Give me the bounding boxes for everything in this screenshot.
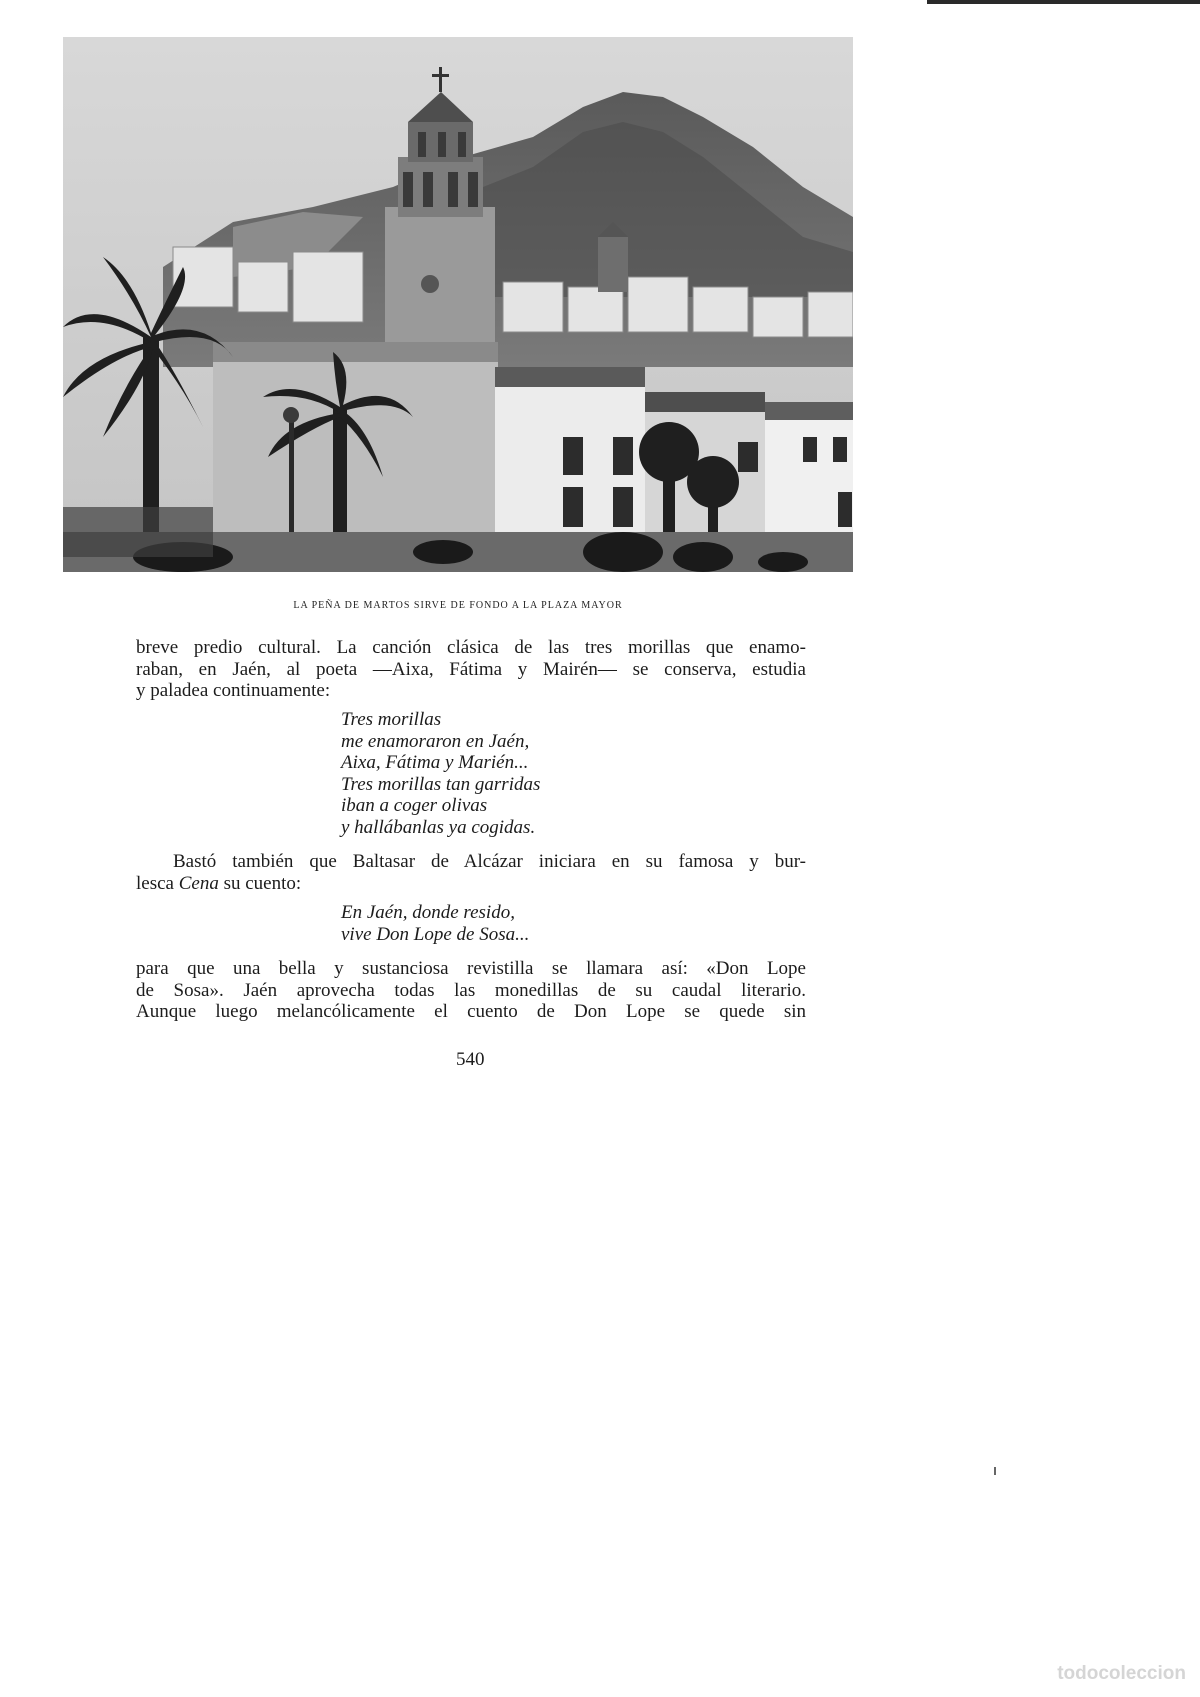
verse-line: iban a coger olivas [341,795,488,816]
verse-line: Tres morillas [341,709,442,730]
paragraph-2-line [136,873,806,895]
paragraph-2-title-cena: Cena [178,872,219,894]
verse-line: y hallábanlas ya cogidas. [341,816,536,838]
verse-line: Aixa, Fátima y Marién... [341,752,529,773]
paragraph-3-line: de Sosa». Jaén aprovecha todas las monedillas de su caudal literario. [136,979,806,1001]
photo-caption: LA PEÑA DE MARTOS SIRVE DE FONDO A LA PLAZA MAYOR [293,600,623,611]
paragraph-3 [136,958,806,1023]
paragraph-2-text: su cuento: [218,872,302,894]
verse-line: En Jaén, donde resido, [341,902,515,923]
scan-speck [994,1467,996,1475]
verse-line: Tres morillas tan garridas [341,773,541,795]
paragraph-1 [136,637,806,702]
paragraph-2-text: lesca [136,872,179,894]
paragraph-2 [136,851,806,894]
verse-line: me enamoraron en Jaén, [341,730,530,752]
verse-line: vive Don Lope de Sosa... [341,923,530,945]
paragraph-1-line: y paladea continuamente: [136,680,331,701]
verse-don-lope [341,902,529,945]
paragraph-1-line: raban, en Jaén, al poeta —Aixa, Fátima y Mairén— se conserva, estudia [136,658,806,680]
paragraph-2-line: Bastó también que Baltasar de Alcázar iniciara en su famosa y bur- [173,851,806,872]
paragraph-3-line: Aunque luego melancólicamente el cuento de Don Lope se quede sin [136,1001,806,1022]
top-edge-rule [927,0,1200,4]
paragraph-3-line: para que una bella y sustanciosa revistilla se llamara así: «Don Lope [136,958,806,979]
photo-plaza-mayor-martos [63,37,853,572]
watermark: todocoleccion [1057,1663,1186,1684]
verse-tres-morillas [341,709,540,838]
page-number: 540 [456,1049,485,1070]
paragraph-1-line: breve predio cultural. La canción clásica de las tres morillas que enamo- [136,637,806,658]
